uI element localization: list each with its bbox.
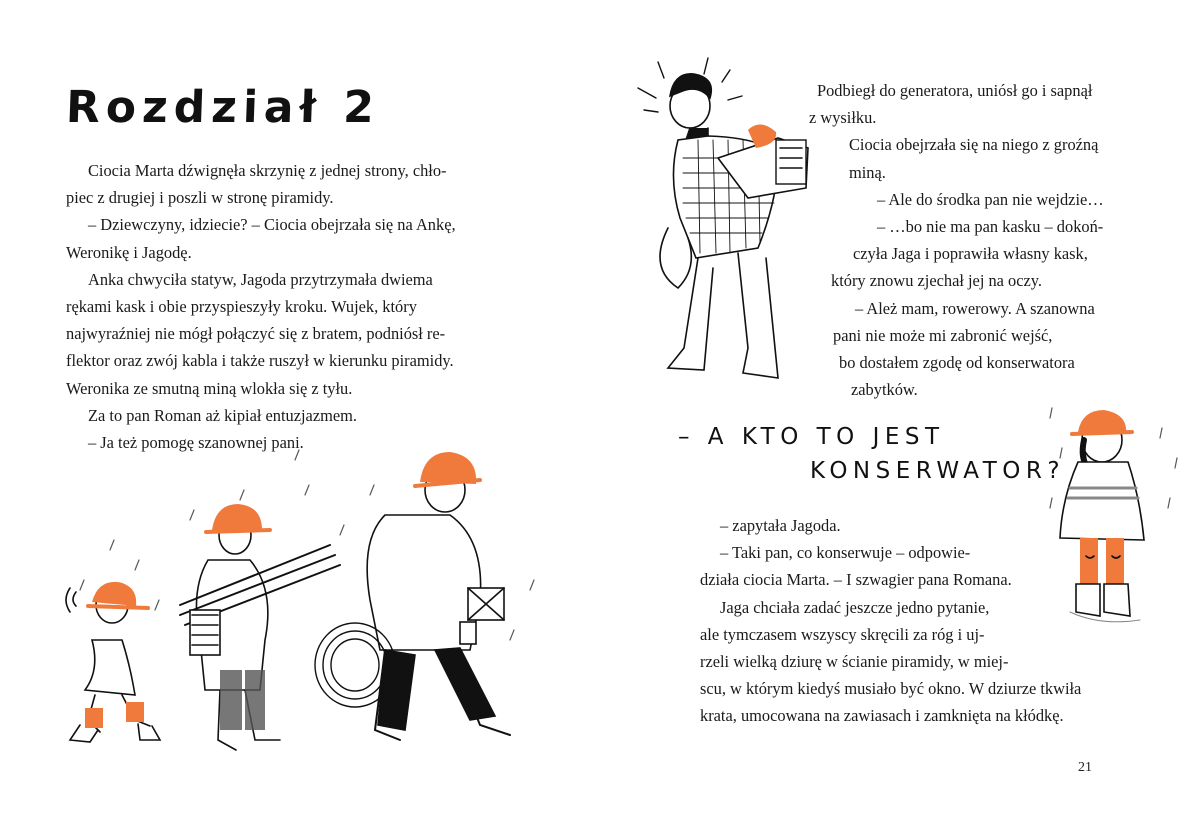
text-line: – Ja też pomogę szanownej pani.: [88, 432, 304, 452]
text-line: Ciocia obejrzała się na niego z groźną: [849, 135, 1099, 155]
text-line: – Ale do środka pan nie wejdzie…: [877, 189, 1104, 209]
text-line: Weronikę i Jagodę.: [66, 242, 192, 262]
walking-group-illustration: [40, 440, 540, 770]
text-line: – …bo nie ma pan kasku – dokoń-: [877, 216, 1104, 236]
text-line: – Taki pan, co konserwuje – odpowie-: [720, 543, 971, 563]
text-line: Jaga chciała zadać jeszcze jedno pytanie,: [720, 597, 990, 617]
text-line: Weronika ze smutną miną wlokła się z tyłu.: [66, 378, 353, 398]
text-line: Podbiegł do generatora, uniósł go i sapnął: [817, 81, 1093, 100]
text-line: rękami kask i obie przyspieszyły kroku. Wujek, który: [66, 296, 417, 316]
text-line: pani nie może mi zabronić wejść,: [833, 325, 1053, 345]
chapter-title: Rozdział 2: [65, 82, 381, 133]
text-line: ale tymczasem wszyscy skręcili za róg i uj-: [700, 624, 985, 644]
text-line: czyła Jaga i poprawiła własny kask,: [853, 244, 1088, 264]
text-line: rzeli wielką dziurę w ścianie piramidy, w miej-: [700, 651, 1009, 671]
text-line: zabytków.: [851, 380, 918, 400]
text-line: najwyraźniej nie mógł połączyć się z bratem, podniósł re-: [66, 324, 446, 344]
text-line: z wysiłku.: [809, 108, 877, 128]
page-number: 21: [1078, 760, 1092, 775]
right-top-text-block: [809, 77, 1104, 403]
left-text-block: [66, 157, 456, 456]
text-line: krata, umocowana na zawiasach i zamknięta na kłódkę.: [700, 706, 1064, 726]
text-line: – zapytała Jagoda.: [720, 516, 841, 535]
text-line: Ciocia Marta dźwignęła skrzynię z jednej strony, chło-: [88, 161, 447, 180]
text-line: – Dziewczyny, idziecie? – Ciocia obejrzała się na Ankę,: [88, 215, 456, 235]
right-bottom-text-block: [700, 512, 1081, 730]
text-line: który znowu zjechał jej na oczy.: [831, 271, 1043, 291]
text-line: działa ciocia Marta. – I szwagier pana Romana.: [700, 570, 1012, 590]
text-line: Za to pan Roman aż kipiał entuzjazmem.: [88, 405, 357, 425]
text-line: bo dostałem zgodę od konserwatora: [839, 352, 1075, 372]
shout-line-2: KONSERWATOR?: [810, 458, 1066, 484]
text-line: – Ależ mam, rowerowy. A szanowna: [855, 298, 1095, 318]
text-line: Anka chwyciła statyw, Jagoda przytrzymała dwiema: [88, 269, 433, 289]
text-line: scu, w którym kiedyś musiało być okno. W dziurze tkwiła: [700, 679, 1082, 699]
text-line: miną.: [849, 162, 886, 182]
text-line: flektor oraz zwój kabla i także ruszył w kierunku piramidy.: [66, 351, 454, 371]
shout-line-1: – A KTO TO JEST: [678, 424, 945, 450]
right-page: [600, 0, 1200, 823]
text-line: piec z drugiej i poszli w stronę piramidy.: [66, 188, 334, 208]
